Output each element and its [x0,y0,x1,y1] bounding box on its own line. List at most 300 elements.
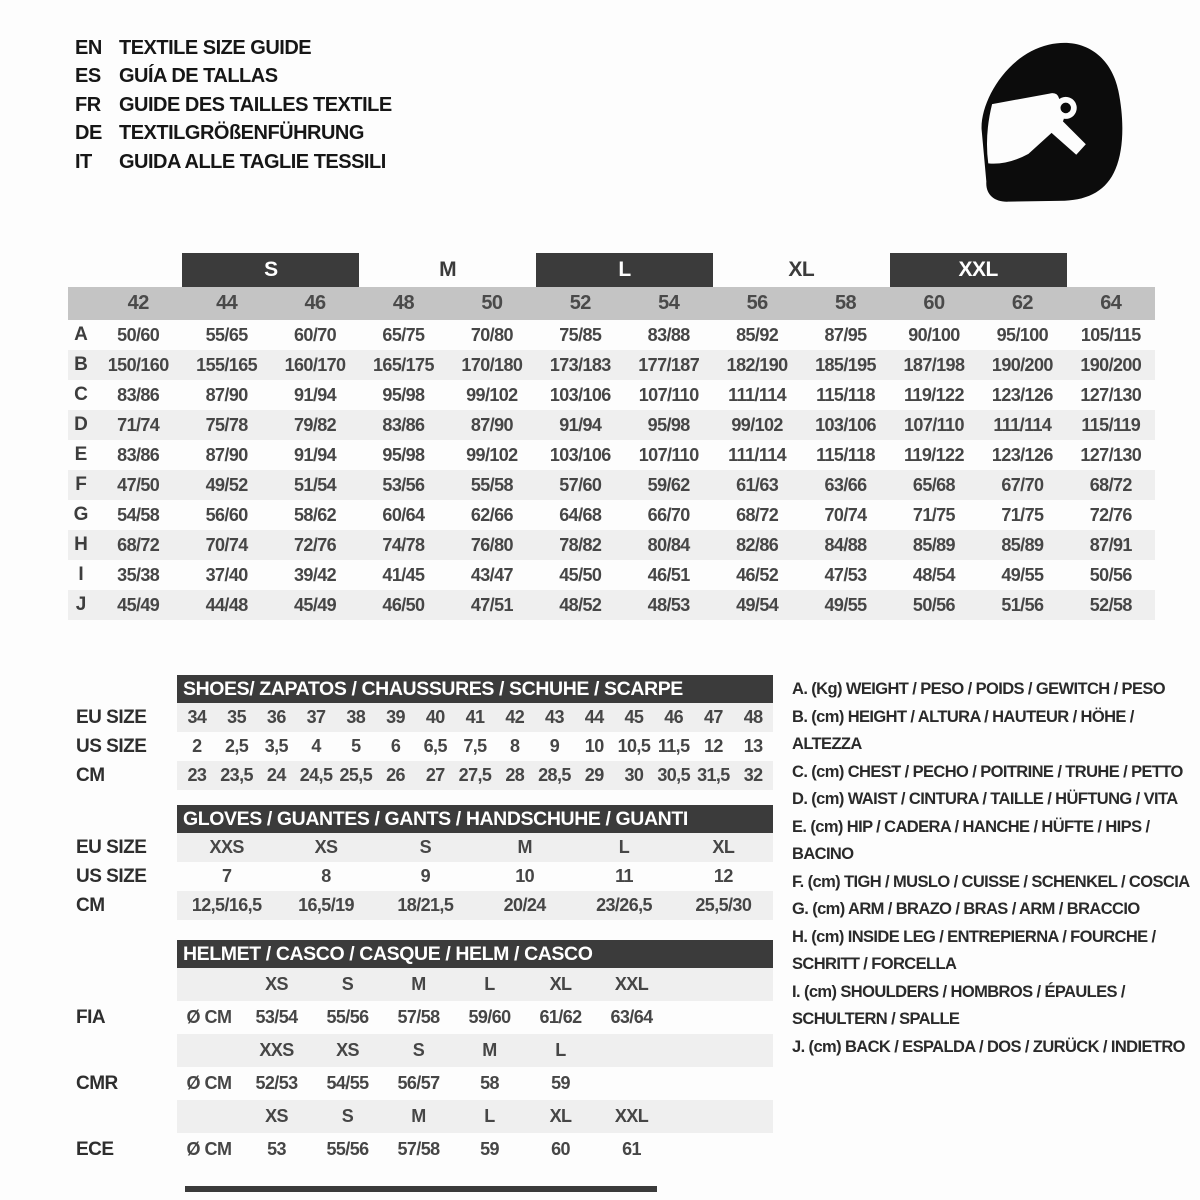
helmet-value-cell: 63/64 [610,1007,653,1027]
diameter-unit-cell: Ø CM [186,1073,232,1093]
value-cell: 95/98 [382,444,425,465]
numeric-size-cell: 54 [658,292,680,314]
shoes-value-cell: 45 [624,707,644,727]
value-cell: 111/114 [728,444,787,465]
value-cell: 58/62 [294,504,337,525]
gloves-row [177,833,773,862]
language-title: GUÍA DE TALLAS [119,65,278,88]
helmet-value-cell: 59 [551,1073,570,1093]
value-cell: 55/65 [205,324,248,345]
value-cell: 95/98 [382,384,425,405]
shoes-value-cell: 7,5 [463,736,487,756]
shoes-value-cell: 44 [584,707,604,727]
value-cell: 115/118 [816,384,875,405]
shoes-value-cell: 3,5 [264,736,288,756]
shoes-value-cell: 24,5 [299,765,333,785]
value-cell: 123/126 [991,444,1053,465]
value-cell: 123/126 [991,384,1053,405]
shoes-value-cell: 46 [664,707,684,727]
shoes-rows [177,703,773,790]
shoes-value-cell: 12 [703,736,723,756]
gloves-value-cell: 25,5/30 [695,895,752,915]
numeric-size-cell: 44 [216,292,238,314]
gloves-section [68,805,773,920]
value-cell: 99/102 [466,384,518,405]
measurement-row [68,560,1155,590]
measurement-rows [68,320,1155,620]
shoes-value-cell: 38 [346,707,366,727]
measurement-row [68,410,1155,440]
gloves-value-cell: 23/26,5 [596,895,652,915]
helmet-size-cell: M [411,1106,426,1126]
value-cell: 155/165 [196,354,258,375]
value-cell: 71/74 [117,414,160,435]
value-cell: 115/118 [816,444,875,465]
value-cell: 56/60 [205,504,248,525]
helmet-section [68,940,773,1166]
value-cell: 182/190 [726,354,788,375]
value-cell: 64/68 [559,504,602,525]
measurement-row [68,320,1155,350]
shoes-value-cell: 4 [311,736,321,756]
helmet-size-cell: XXL [614,974,649,994]
shoes-value-cell: 6,5 [423,736,447,756]
value-cell: 103/106 [549,444,611,465]
gloves-row [177,862,773,891]
shoes-value-cell: 47 [703,707,723,727]
value-cell: 90/100 [908,324,960,345]
gloves-value-cell: L [618,837,630,857]
value-cell: 79/82 [294,414,337,435]
value-cell: 150/160 [107,354,169,375]
shoes-value-cell: 40 [425,707,445,727]
helmet-value-cell: 61 [622,1139,641,1159]
legend-item: G. (cm) ARM / BRAZO / BRAS / ARM / BRACCIO [792,900,1140,918]
helmet-value-cell: 53/54 [255,1007,298,1027]
helmet-row-labels [76,968,118,1166]
gloves-value-cell: 16,5/19 [298,895,354,915]
value-cell: 67/70 [1001,474,1044,495]
helmet-value-cell: 61/62 [539,1007,582,1027]
value-cell: 63/66 [824,474,867,495]
helmet-value-cell: 57/58 [397,1139,440,1159]
row-label: B [74,354,88,375]
legend-item: B. (cm) HEIGHT / ALTURA / HAUTEUR / HÖHE / ALTEZZA [792,707,1134,753]
language-code: IT [75,150,92,173]
value-cell: 72/76 [1089,504,1132,525]
value-cell: 87/90 [205,444,248,465]
value-cell: 111/114 [728,384,787,405]
shoes-row [177,703,773,732]
gloves-rows [177,833,773,920]
value-cell: 107/110 [638,444,699,465]
gloves-rail-label: US SIZE [76,865,147,887]
helmet-size-cell: XS [265,1106,288,1126]
value-cell: 76/80 [470,534,513,555]
shoes-rail-label: EU SIZE [76,706,147,728]
shoes-rail-label: CM [76,764,105,786]
legend-item: I. (cm) SHOULDERS / HOMBROS / ÉPAULES / SCHULTERN / SPALLE [792,982,1125,1028]
size-band-row [68,253,1155,287]
helmet-rail-spacer [76,1100,118,1133]
value-cell: 51/54 [294,474,337,495]
gloves-value-cell: 18/21,5 [397,895,454,915]
value-cell: 51/56 [1001,594,1044,615]
value-cell: 70/80 [470,324,513,345]
value-cell: 87/90 [205,384,248,405]
legend-item: H. (cm) INSIDE LEG / ENTREPIERNA / FOURCHE / SCHRITT / FORCELLA [792,927,1156,973]
value-cell: 68/72 [1089,474,1132,495]
value-cell: 83/86 [117,444,160,465]
value-cell: 46/52 [736,564,779,585]
size-band-l: L [536,253,713,287]
helmet-values-row [177,1067,773,1100]
measurement-legend [792,676,1200,1061]
value-cell: 49/55 [1001,564,1044,585]
measurement-row [68,350,1155,380]
value-cell: 57/60 [559,474,602,495]
shoes-value-cell: 5 [351,736,361,756]
language-row [75,63,392,92]
shoes-value-cell: 25,5 [339,765,373,785]
helmet-rail-label: ECE [76,1138,114,1160]
row-label: C [74,384,88,405]
value-cell: 119/122 [904,444,964,465]
shoes-value-cell: 39 [386,707,405,727]
value-cell: 60/70 [294,324,337,345]
value-cell: 47/51 [470,594,513,615]
gloves-value-cell: XXS [209,837,244,857]
numeric-sizes-row [68,287,1155,320]
helmet-rows [177,968,773,1166]
value-cell: 103/106 [815,414,876,435]
gloves-value-cell: 7 [221,866,232,886]
value-cell: 71/75 [912,504,955,525]
shoes-value-cell: 6 [390,736,401,756]
legend-item: E. (cm) HIP / CADERA / HANCHE / HÜFTE / HIPS / BACINO [792,817,1150,863]
language-code: ES [75,65,101,88]
measurement-row [68,500,1155,530]
row-label: D [74,414,88,435]
value-cell: 82/86 [736,534,779,555]
diameter-unit-cell: Ø CM [186,1139,232,1159]
shoes-row [177,761,773,790]
helmet-value-cell: 52/53 [255,1073,298,1093]
size-band-xxl: XXL [890,253,1067,287]
shoes-section-title: SHOES/ ZAPATOS / CHAUSSURES / SCHUHE / SCARPE [177,675,773,703]
diameter-unit-cell: Ø CM [186,1007,232,1027]
value-cell: 55/58 [470,474,513,495]
value-cell: 170/180 [461,354,523,375]
shoes-section [68,675,773,790]
helmet-size-cell: S [412,1040,425,1060]
helmet-value-cell: 58 [480,1073,499,1093]
shoes-value-cell: 26 [386,765,405,785]
value-cell: 105/115 [1080,324,1141,345]
value-cell: 185/195 [815,354,876,375]
helmet-rail-label: FIA [76,1006,106,1028]
language-title: GUIDE DES TAILLES TEXTILE [119,93,392,116]
helmet-value-cell: 59/60 [468,1007,511,1027]
helmet-size-cell: S [341,974,354,994]
shoes-value-cell: 23,5 [220,765,253,785]
helmet-rail-spacer [76,968,118,1001]
value-cell: 53/56 [382,474,425,495]
helmet-rail-spacer [76,1034,118,1067]
value-cell: 54/58 [117,504,160,525]
value-cell: 74/78 [382,534,425,555]
shoes-value-cell: 28,5 [538,765,571,785]
gloves-value-cell: 8 [321,866,331,886]
size-band-xl: XL [788,258,815,281]
value-cell: 84/88 [824,534,867,555]
value-cell: 47/53 [824,564,867,585]
numeric-size-cell: 48 [392,292,414,314]
shoes-value-cell: 31,5 [697,765,730,785]
value-cell: 45/49 [117,594,160,615]
language-code: FR [75,93,101,116]
value-cell: 190/200 [991,354,1053,375]
legend-item: D. (cm) WAIST / CINTURA / TAILLE / HÜFTUNG / VITA [792,790,1178,808]
gloves-value-cell: M [517,837,532,857]
gloves-value-cell: 9 [420,866,431,886]
numeric-size-cell: 64 [1100,292,1122,314]
value-cell: 71/75 [1001,504,1044,525]
value-cell: 85/89 [912,534,955,555]
value-cell: 83/88 [647,324,690,345]
value-cell: 61/63 [736,474,779,495]
helmet-sizes-row [177,968,773,1001]
helmet-values-row [177,1133,773,1166]
value-cell: 87/91 [1089,534,1132,555]
value-cell: 48/53 [647,594,690,615]
value-cell: 45/49 [294,594,337,615]
value-cell: 72/76 [294,534,337,555]
row-label: H [74,534,88,555]
value-cell: 70/74 [824,504,867,525]
shoes-value-cell: 37 [306,707,326,727]
value-cell: 50/60 [117,324,160,345]
size-band-s: S [182,253,359,287]
value-cell: 85/92 [736,324,779,345]
shoes-value-cell: 36 [266,707,286,727]
gloves-row [177,891,773,920]
shoes-value-cell: 10,5 [617,736,651,756]
value-cell: 44/48 [205,594,248,615]
shoes-rail-label: US SIZE [76,735,147,757]
value-cell: 127/130 [1080,444,1142,465]
gloves-rail-label: CM [76,894,105,916]
value-cell: 41/45 [382,564,425,585]
gloves-value-cell: 12 [713,866,733,886]
value-cell: 91/94 [294,384,337,405]
gloves-value-cell: 11 [615,866,633,886]
value-cell: 99/102 [731,414,783,435]
value-cell: 50/56 [1089,564,1132,585]
row-label: F [75,474,87,495]
legend-item: A. (Kg) WEIGHT / PESO / POIDS / GEWITCH / PESO [792,680,1166,698]
value-cell: 111/114 [993,414,1052,435]
value-cell: 45/50 [559,564,602,585]
value-cell: 173/183 [549,354,611,375]
value-cell: 43/47 [470,564,513,585]
helmet-value-cell: 53 [267,1139,286,1159]
value-cell: 83/86 [382,414,425,435]
legend-item: J. (cm) BACK / ESPALDA / DOS / ZURÜCK / INDIETRO [792,1037,1185,1056]
language-row [75,34,392,63]
measurement-row [68,530,1155,560]
language-code: EN [75,36,102,59]
numeric-size-cell: 46 [304,292,326,314]
value-cell: 52/58 [1089,594,1132,615]
size-band-m: M [439,258,457,281]
helmet-size-cell: XS [336,1040,359,1060]
value-cell: 103/106 [549,384,611,405]
value-cell: 83/86 [117,384,160,405]
value-cell: 80/84 [647,534,690,555]
gloves-section-title: GLOVES / GUANTES / GANTS / HANDSCHUHE / GUANTI [177,805,773,833]
language-row [75,148,392,177]
shoes-value-cell: 32 [743,765,763,785]
helmet-value-cell: 54/55 [326,1073,369,1093]
numeric-size-cell: 56 [746,292,768,314]
shoes-value-cell: 13 [743,736,763,756]
shoes-value-cell: 27,5 [458,765,492,785]
gloves-row-labels [76,833,146,920]
shoes-row-labels [76,703,146,790]
numeric-size-cell: 62 [1011,292,1033,314]
value-cell: 115/119 [1081,414,1141,435]
shoes-value-cell: 35 [227,707,246,727]
shoes-value-cell: 42 [505,707,525,727]
helmet-value-cell: 56/57 [397,1073,440,1093]
value-cell: 160/170 [284,354,346,375]
cropped-next-section-bar [185,1186,657,1192]
gloves-value-cell: S [419,837,432,857]
shoes-row [177,732,773,761]
legend-item: F. (cm) TIGH / MUSLO / CUISSE / SCHENKEL / COSCIA [792,872,1190,891]
value-cell: 95/98 [647,414,690,435]
value-cell: 165/175 [373,354,434,375]
helmet-size-cell: L [555,1040,566,1060]
row-label: A [74,324,88,345]
language-row [75,91,392,120]
numeric-size-cell: 52 [569,292,591,314]
helmet-value-cell: 57/58 [397,1007,440,1027]
shoes-value-cell: 23 [187,765,207,785]
language-row [75,120,392,149]
language-title: TEXTILE SIZE GUIDE [119,36,312,59]
helmet-size-cell: XXS [259,1040,294,1060]
value-cell: 49/54 [736,594,779,615]
value-cell: 119/122 [904,384,964,405]
value-cell: 99/102 [466,444,518,465]
value-cell: 177/187 [638,354,700,375]
row-label: I [78,564,84,585]
row-label: J [75,594,87,615]
main-size-table [68,253,1155,620]
measurement-row [68,440,1155,470]
value-cell: 39/42 [294,564,337,585]
value-cell: 127/130 [1080,384,1142,405]
value-cell: 85/89 [1001,534,1044,555]
helmet-size-cell: L [484,974,495,994]
value-cell: 59/62 [647,474,690,495]
value-cell: 65/68 [912,474,955,495]
value-cell: 46/50 [382,594,425,615]
value-cell: 107/110 [904,414,964,435]
value-cell: 47/50 [117,474,160,495]
gloves-value-cell: 12,5/16,5 [191,895,262,915]
value-cell: 37/40 [205,564,248,585]
numeric-size-cell: 50 [481,292,503,314]
row-label: E [74,444,88,465]
shoes-value-cell: 24 [266,765,286,785]
shoes-value-cell: 11,5 [657,736,690,756]
value-cell: 35/38 [117,564,160,585]
shoes-value-cell: 34 [187,707,207,727]
value-cell: 62/66 [470,504,513,525]
value-cell: 190/200 [1080,354,1142,375]
value-cell: 87/90 [470,414,513,435]
value-cell: 68/72 [736,504,779,525]
shoes-value-cell: 29 [584,765,604,785]
numeric-size-cell: 60 [923,292,945,314]
numeric-size-cell: 58 [835,292,857,314]
value-cell: 48/54 [912,564,955,585]
value-cell: 68/72 [117,534,160,555]
row-label: G [73,504,89,525]
value-cell: 91/94 [294,444,337,465]
measurement-row [68,380,1155,410]
helmet-sizes-row [177,1100,773,1133]
value-cell: 46/51 [647,564,690,585]
helmet-size-cell: L [484,1106,495,1126]
helmet-values-row [177,1001,773,1034]
value-cell: 87/95 [824,324,867,345]
value-cell: 91/94 [559,414,602,435]
helmet-size-cell: XL [549,1106,572,1126]
value-cell: 187/198 [903,354,965,375]
helmet-value-cell: 55/56 [326,1007,369,1027]
shoes-value-cell: 9 [549,736,560,756]
legend-item: C. (cm) CHEST / PECHO / POITRINE / TRUHE / PETTO [792,762,1183,781]
helmet-sizes-row [177,1034,773,1067]
value-cell: 70/74 [205,534,248,555]
helmet-size-cell: XS [265,974,288,994]
helmet-size-cell: XXL [614,1106,649,1126]
shoes-value-cell: 48 [743,707,763,727]
value-cell: 65/75 [382,324,425,345]
racing-helmet-icon [950,20,1170,215]
helmet-size-cell: XL [549,974,572,994]
value-cell: 75/85 [559,324,602,345]
helmet-section-title: HELMET / CASCO / CASQUE / HELM / CASCO [177,940,773,968]
value-cell: 50/56 [912,594,955,615]
value-cell: 75/78 [205,414,248,435]
gloves-value-cell: 10 [515,866,535,886]
language-code: DE [75,122,102,145]
gloves-value-cell: 20/24 [503,895,546,915]
helmet-size-cell: M [482,1040,497,1060]
shoes-value-cell: 30 [624,765,644,785]
helmet-value-cell: 59 [480,1139,499,1159]
shoes-value-cell: 27 [425,765,445,785]
language-title: TEXTILGRÖßENFÜHRUNG [119,122,364,145]
value-cell: 78/82 [559,534,602,555]
helmet-rail-label: CMR [76,1072,118,1094]
value-cell: 66/70 [647,504,690,525]
